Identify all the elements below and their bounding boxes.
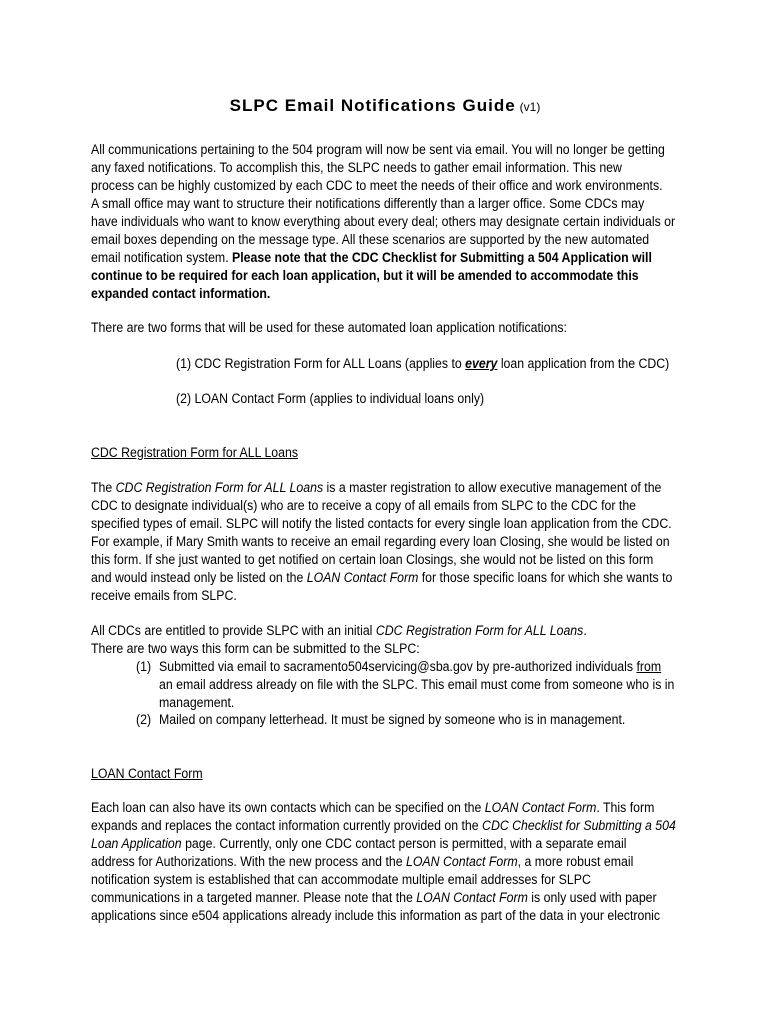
submission-way-1 [159,658,675,712]
paragraph-line: For example, if Mary Smith wants to receive an email regarding every loan Closing, she would be listed on [91,534,670,549]
loan-contact-paragraph [91,799,676,925]
cdc-entitlement-paragraph [91,622,643,658]
intro-line: continue to be required for each loan application, but it will be amended to accommodate this [91,268,639,283]
paragraph-line: All CDCs are entitled to provide SLPC with an initial CDC Registration Form for ALL Loans. [91,623,587,638]
intro-line: have individuals who want to know everything about every deal; others may designate certain individuals or [91,214,676,229]
paragraph-line: applications since e504 applications already include this information as part of the data in your electronic [91,908,661,923]
paragraph-line: The CDC Registration Form for ALL Loans is a master registration to allow executive management of the [91,480,662,495]
document-title [0,96,770,116]
intro-line: A small office may want to structure their notifications differently than a larger office. Some CDCs may [91,196,645,211]
intro-line: All communications pertaining to the 504 program will now be sent via email. You will no longer be getting [91,142,665,157]
paragraph-line: management. [159,695,235,710]
paragraph-line: address for Authorizations. With the new process and the LOAN Contact Form, a more robust email [91,854,634,869]
paragraph-line: Submitted via email to sacramento504servicing@sba.gov by pre-authorized individuals from [159,659,662,674]
paragraph-line: CDC to designate individual(s) who are to receive a copy of all emails from SLPC to the CDC for the [91,498,637,513]
paragraph-line: receive emails from SLPC. [91,588,237,603]
forms-intro: There are two forms that will be used for these automated loan application notifications: [91,320,567,335]
paragraph-line: and would instead only be listed on the LOAN Contact Form for those specific loans for which she wants to [91,570,673,585]
intro-line: email notification system. Please note that the CDC Checklist for Submitting a 504 Application will [91,250,652,265]
paragraph-line: an email address already on file with the SLPC. This email must come from someone who is in [159,677,675,692]
paragraph-line: expands and replaces the contact information currently provided on the CDC Checklist for Submitting a 504 [91,818,676,833]
paragraph-line: this form. If she just wanted to get notified on certain loan Closings, she would not be listed on this form [91,552,654,567]
section-heading-cdc-registration: CDC Registration Form for ALL Loans [91,445,299,460]
submission-way-1-number: (1) [136,659,152,674]
title-text: SLPC Email Notifications Guide [229,96,516,115]
intro-line: expanded contact information. [91,286,271,301]
intro-line: email boxes depending on the message type. All these scenarios are supported by the new automated [91,232,650,247]
submission-way-2-number: (2) [136,712,152,727]
intro-paragraph [91,141,676,303]
paragraph-line: There are two ways this form can be submitted to the SLPC: [91,641,420,656]
cdc-registration-paragraph [91,479,673,605]
intro-line: process can be highly customized by each CDC to meet the needs of their office and work environments. [91,178,663,193]
paragraph-line: specified types of email. SLPC will notify the listed contacts for every single loan application from the CDC. [91,516,672,531]
submission-way-2: Mailed on company letterhead. It must be signed by someone who is in management. [159,712,626,727]
version-label: (v1) [519,100,541,114]
intro-line: any faxed notifications. To accomplish this, the SLPC needs to gather email information. This new [91,160,622,175]
forms-list-item-2: (2) LOAN Contact Form (applies to individual loans only) [176,391,485,406]
paragraph-line: notification system is established that can accommodate multiple email addresses for SLPC [91,872,591,887]
forms-list-item-1: (1) CDC Registration Form for ALL Loans (applies to every loan application from the CDC) [176,356,670,371]
paragraph-line: Each loan can also have its own contacts which can be specified on the LOAN Contact Form. This form [91,800,655,815]
paragraph-line: Loan Application page. Currently, only one CDC contact person is permitted, with a separate email [91,836,627,851]
section-heading-loan-contact: LOAN Contact Form [91,766,203,781]
paragraph-line: communications in a targeted manner. Please note that the LOAN Contact Form is only used with paper [91,890,657,905]
